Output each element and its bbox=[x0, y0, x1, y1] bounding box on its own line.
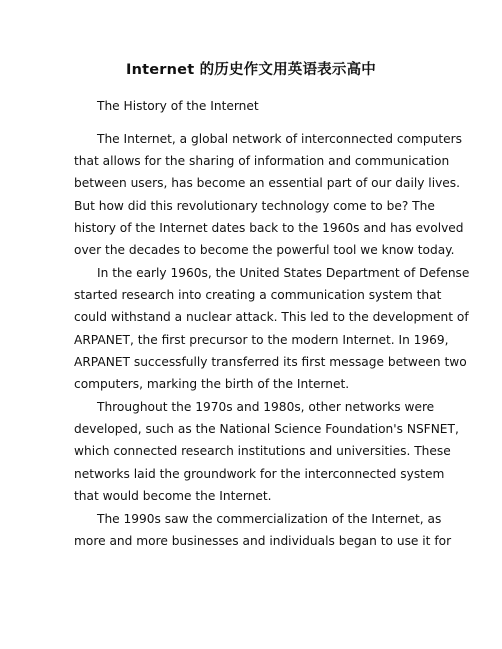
paragraph-line: Throughout the 1970s and 1980s, other networks were bbox=[97, 400, 435, 414]
paragraph-1 bbox=[74, 128, 464, 261]
paragraph-line: In the early 1960s, the United States Department of Defense bbox=[97, 266, 470, 280]
document-title: Internet 的历史作文用英语表示高中 bbox=[126, 62, 376, 78]
paragraph-3 bbox=[74, 396, 459, 507]
paragraph-line: But how did this revolutionary technology come to be? The bbox=[74, 198, 435, 213]
paragraph-line: between users, has become an essential part of our daily lives. bbox=[74, 176, 461, 191]
essay-subtitle: The History of the Internet bbox=[97, 99, 259, 113]
paragraph-line: ARPANET successfully transferred its first message between two bbox=[74, 354, 467, 369]
paragraph-line: The 1990s saw the commercialization of the Internet, as bbox=[97, 512, 442, 526]
paragraph-2 bbox=[74, 262, 470, 395]
paragraph-line: more and more businesses and individuals began to use it for bbox=[74, 534, 452, 549]
paragraph-line: The Internet, a global network of interconnected computers bbox=[97, 132, 463, 146]
paragraph-line: developed, such as the National Science Foundation's NSFNET, bbox=[74, 422, 459, 437]
paragraph-line: ARPANET, the first precursor to the modern Internet. In 1969, bbox=[74, 332, 449, 347]
paragraph-line: started research into creating a communication system that bbox=[74, 288, 442, 303]
paragraph-line: computers, marking the birth of the Internet. bbox=[74, 377, 350, 392]
paragraph-4 bbox=[74, 508, 452, 552]
paragraph-line: which connected research institutions and universities. These bbox=[74, 444, 451, 459]
paragraph-line: history of the Internet dates back to the 1960s and has evolved bbox=[74, 220, 464, 235]
paragraph-line: over the decades to become the powerful tool we know today. bbox=[74, 243, 455, 258]
paragraph-line: that would become the Internet. bbox=[74, 488, 272, 503]
paragraph-line: networks laid the groundwork for the interconnected system bbox=[74, 466, 445, 481]
paragraph-line: could withstand a nuclear attack. This led to the development of bbox=[74, 310, 469, 325]
paragraph-line: that allows for the sharing of information and communication bbox=[74, 154, 450, 169]
